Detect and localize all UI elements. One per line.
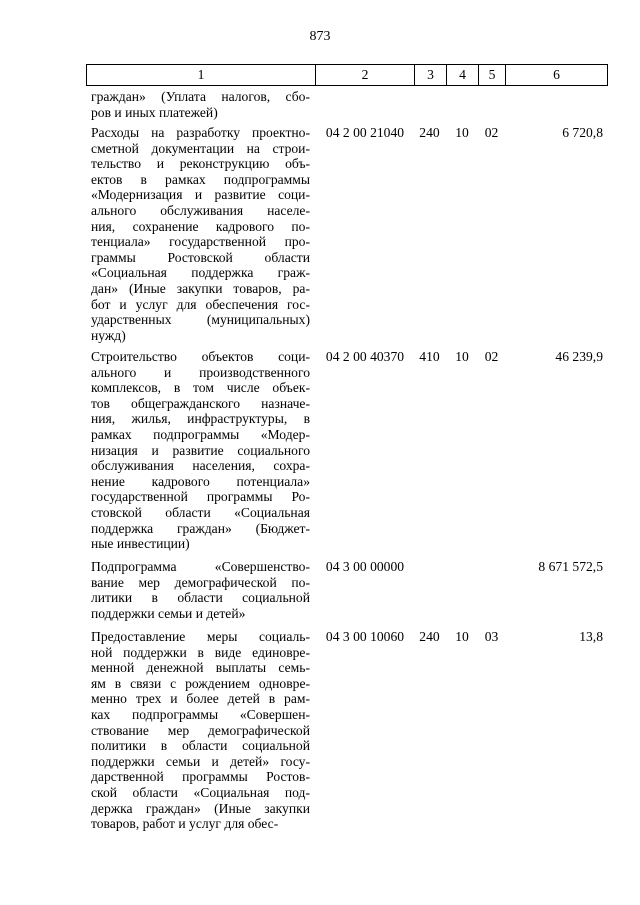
description-line: низация и развитие социального	[91, 442, 310, 458]
description-line: ской области «Социальная под-	[91, 784, 310, 800]
header-col-4: 4	[446, 65, 478, 85]
description-line: ударственных (муниципальных)	[91, 312, 310, 328]
description-line: ального и производственного	[91, 364, 310, 380]
description-line: ные инвестиции)	[91, 536, 190, 552]
row-code: 04 2 00 21040	[325, 125, 405, 140]
description-line: ального обслуживания населе-	[91, 202, 310, 218]
description-line: ния, жилья, инфраструктуры, в	[91, 411, 310, 427]
description-line: обслуживания населения, сохра-	[91, 458, 310, 474]
description-line: рамках подпрограммы «Модер-	[91, 426, 310, 442]
description-line: ям в связи с рождением одновре-	[91, 675, 310, 691]
description-line: поддержки семьи и детей» госу-	[91, 753, 310, 769]
description-line: Расходы на разработку проектно-	[91, 125, 310, 140]
description-line: Подпрограмма «Совершенство-	[91, 559, 310, 574]
row-amount: 8 671 572,5	[538, 559, 603, 574]
row-code: 04 2 00 40370	[325, 349, 405, 364]
description-line: Предоставление меры социаль-	[91, 629, 310, 644]
description-line: поддержки семьи и детей»	[91, 605, 246, 621]
description-line: ектов в рамках подпрограммы	[91, 171, 310, 187]
row-code: 04 3 00 00000	[325, 559, 405, 574]
description-line: граммы Ростовской области	[91, 249, 310, 265]
description-line: комплексов, в том числе объек-	[91, 380, 310, 396]
description-line: дарственной программы Ростов-	[91, 769, 310, 785]
description-line: нение кадрового потенциала»	[91, 473, 310, 489]
description-line: поддержка граждан» (Бюджет-	[91, 520, 310, 536]
description-line: бот и услуг для обеспечения гос-	[91, 296, 310, 312]
description-line: дан» (Иные закупки товаров, ра-	[91, 280, 310, 296]
description-line: менно трех и более детей в рам-	[91, 691, 310, 707]
table-header	[86, 64, 608, 86]
row-amount: 6 720,8	[562, 125, 603, 140]
header-col-3: 3	[414, 65, 446, 85]
description-line: граждан» (Уплата налогов, сбо-	[91, 89, 310, 104]
row-description	[91, 125, 310, 343]
row-col-5: 03	[484, 629, 499, 644]
description-line: «Социальная поддержка граж-	[91, 265, 310, 281]
row-description	[91, 559, 310, 621]
description-line: тельство и реконструкцию объ-	[91, 156, 310, 172]
description-line: ной поддержки в виде единовре-	[91, 644, 310, 660]
description-line: менной денежной выплаты семь-	[91, 660, 310, 676]
row-col-3: 410	[419, 349, 440, 364]
row-amount: 46 239,9	[555, 349, 603, 364]
row-amount: 13,8	[579, 629, 603, 644]
row-description	[91, 89, 310, 120]
description-line: сметной документации на строи-	[91, 140, 310, 156]
row-col-3: 240	[419, 125, 440, 140]
description-line: ках подпрограммы «Совершен-	[91, 706, 310, 722]
description-line: литики в области социальной	[91, 590, 310, 606]
description-line: тов общегражданского назначе-	[91, 395, 310, 411]
row-col-5: 02	[484, 125, 499, 140]
row-col-4: 10	[455, 349, 469, 364]
row-description	[91, 349, 310, 552]
header-col-1: 1	[197, 67, 205, 82]
header-col-6: 6	[505, 65, 607, 85]
description-line: стовской области «Социальная	[91, 504, 310, 520]
description-line: ров и иных платежей)	[91, 104, 218, 120]
description-line: «Модернизация и развитие соци-	[91, 187, 310, 203]
description-line: товаров, работ и услуг для обес-	[91, 816, 279, 832]
row-description	[91, 629, 310, 832]
page-number: 873	[309, 29, 331, 44]
header-col-2: 2	[315, 65, 414, 85]
description-line: политики в области социальной	[91, 738, 310, 754]
row-col-3: 240	[419, 629, 440, 644]
row-col-4: 10	[455, 629, 469, 644]
description-line: тенциала» государственной про-	[91, 234, 310, 250]
description-line: государственной программы Ро-	[91, 489, 310, 505]
description-line: вание мер демографической по-	[91, 574, 310, 590]
description-line: ствование мер демографической	[91, 722, 310, 738]
row-col-4: 10	[455, 125, 469, 140]
description-line: Строительство объектов соци-	[91, 349, 310, 364]
row-col-5: 02	[484, 349, 499, 364]
header-col-5: 5	[478, 65, 505, 85]
description-line: держка граждан» (Иные закупки	[91, 800, 310, 816]
description-line: ния, сохранение кадрового по-	[91, 218, 310, 234]
row-code: 04 3 00 10060	[325, 629, 405, 644]
description-line: нужд)	[91, 327, 126, 343]
